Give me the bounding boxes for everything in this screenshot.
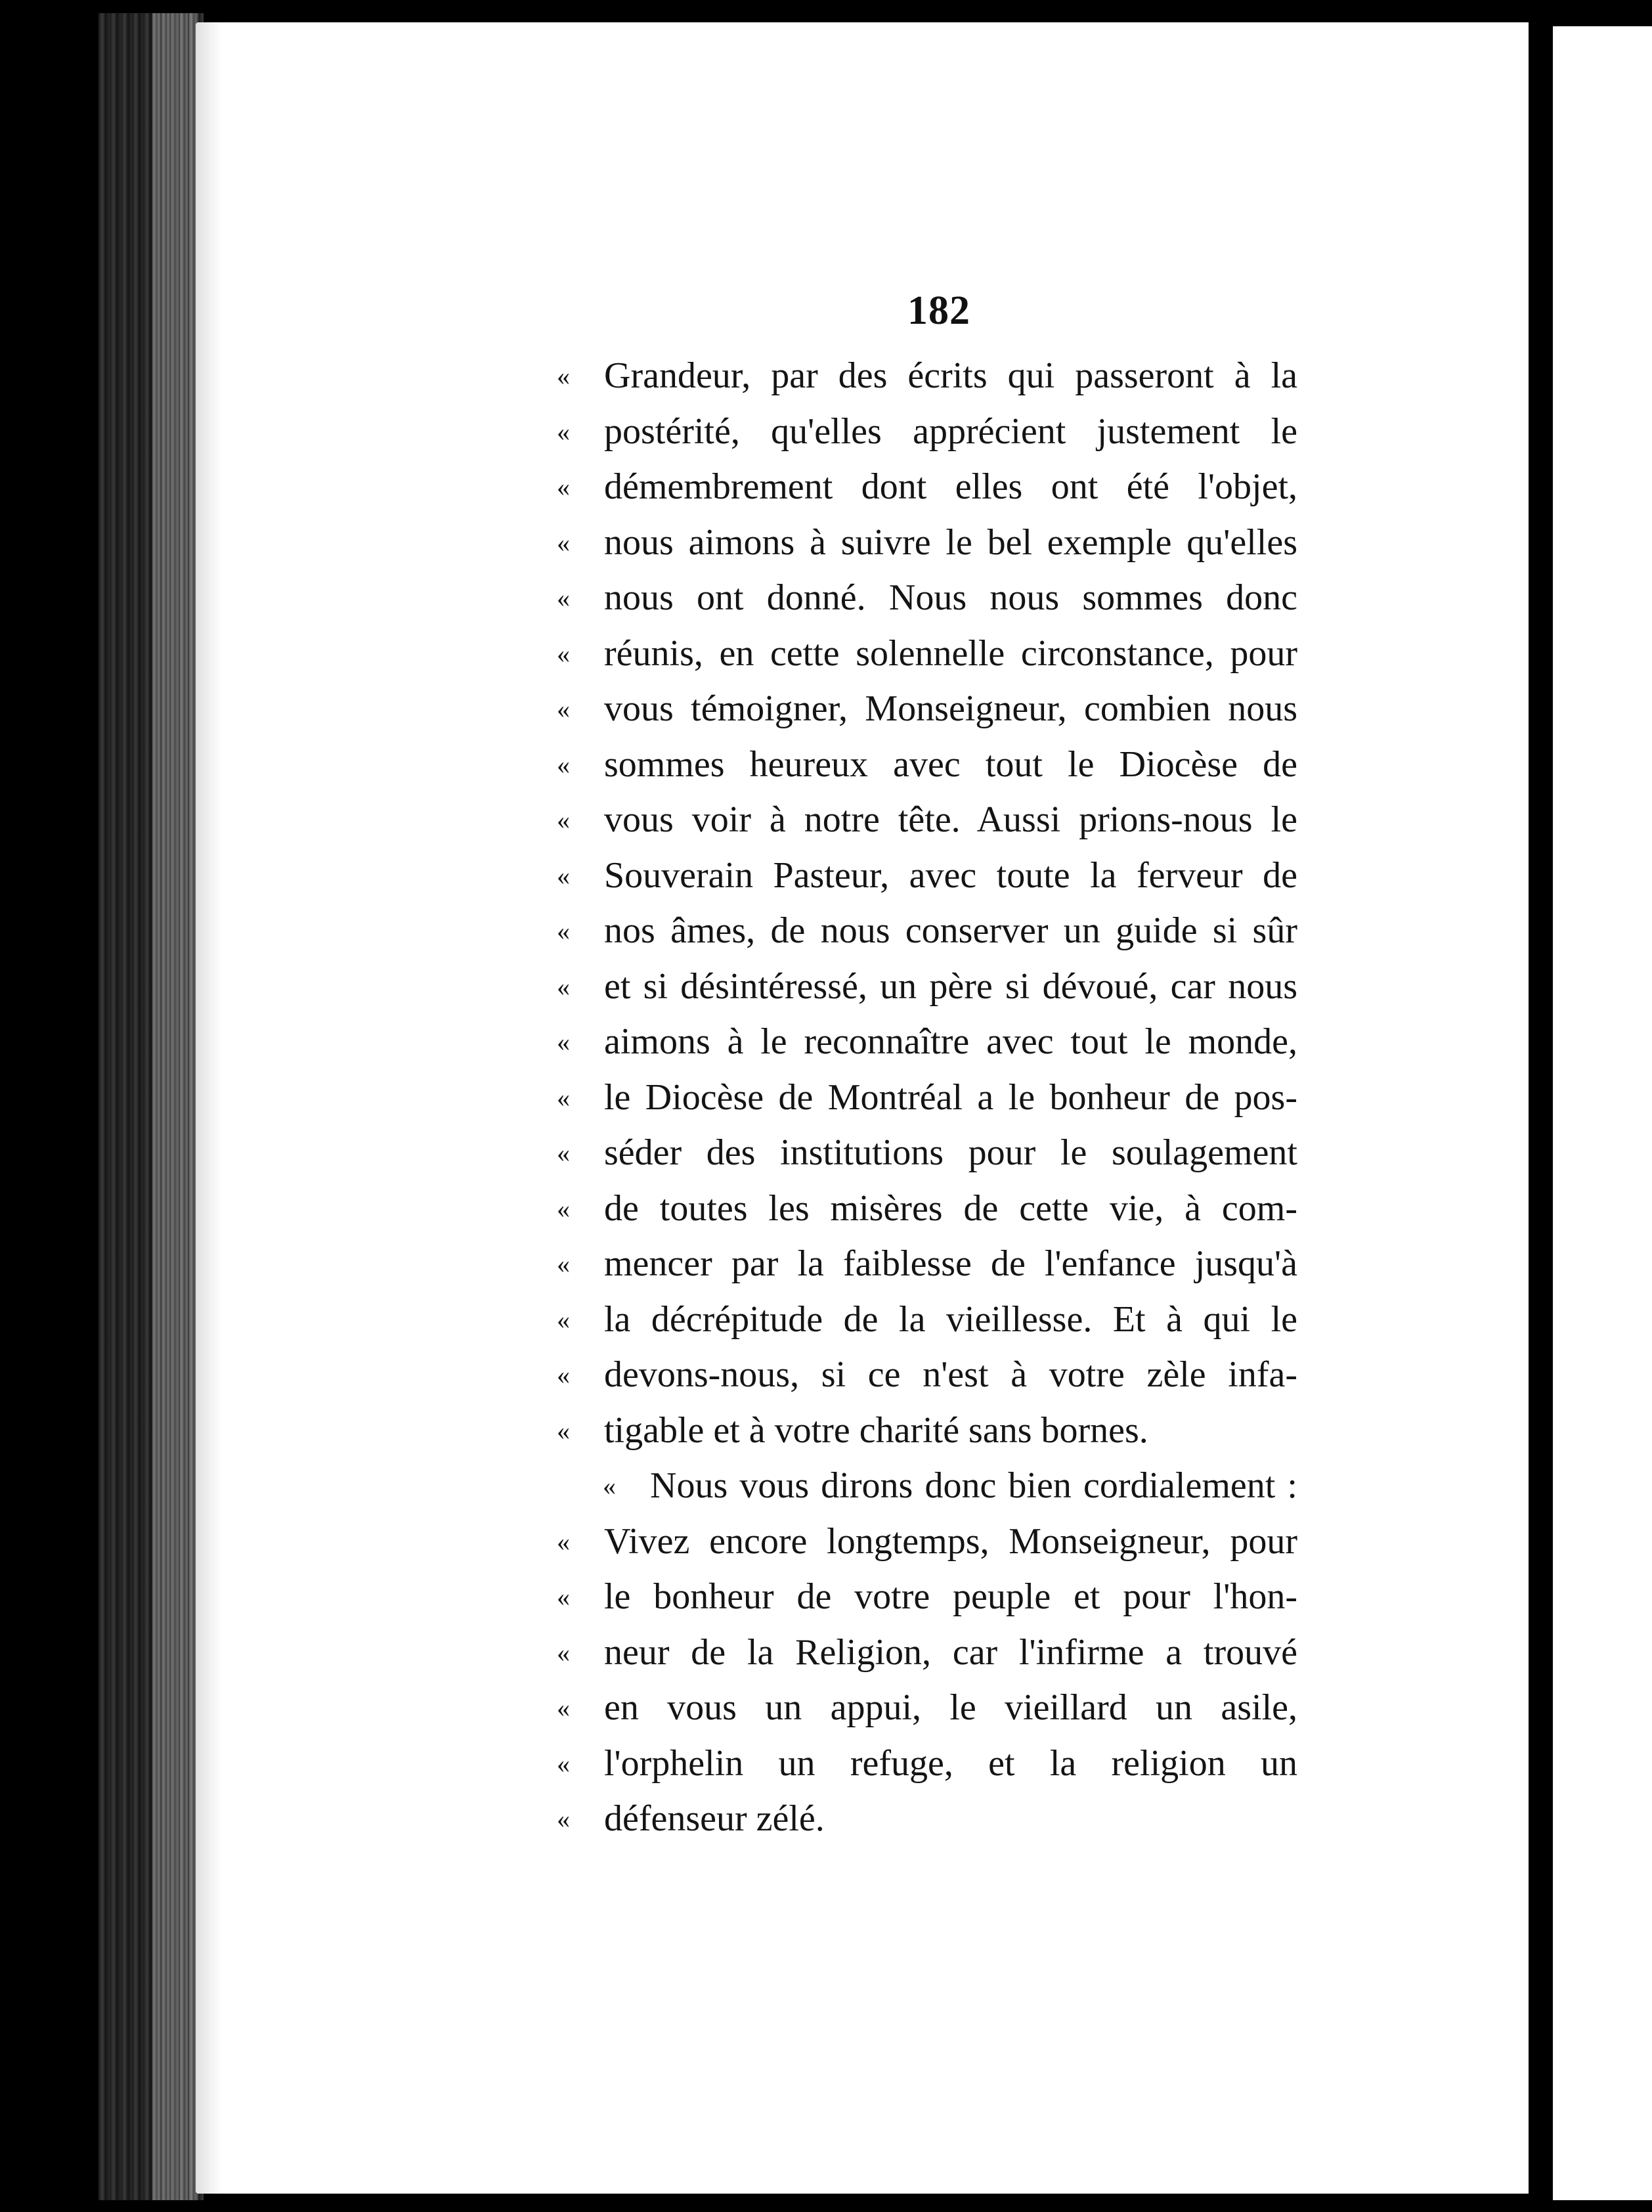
line-text: postérité, qu'elles apprécient justement le <box>604 410 1297 452</box>
quote-mark: « <box>557 1804 570 1834</box>
quote-mark: « <box>557 472 570 502</box>
text-line <box>557 681 1305 737</box>
line-text: nous ont donné. Nous nous sommes donc <box>604 577 1297 618</box>
line-text: le Diocèse de Montréal a le bonheur de pos- <box>604 1076 1297 1118</box>
quote-mark: « <box>557 1582 570 1612</box>
quote-mark: « <box>557 1304 570 1335</box>
text-line <box>557 1070 1305 1126</box>
quote-mark: « <box>557 805 570 835</box>
line-text: réunis, en cette solennelle circonstance, pour <box>604 632 1297 674</box>
page-number: 182 <box>907 288 970 333</box>
text-line <box>557 1014 1305 1070</box>
text-line <box>557 1403 1305 1459</box>
quote-mark: « <box>557 916 570 946</box>
line-text: de toutes les misères de cette vie, à com- <box>604 1187 1297 1229</box>
quote-mark: « <box>557 527 570 558</box>
line-text: Nous vous dirons donc bien cordialement : <box>650 1465 1297 1506</box>
text-line <box>557 1347 1305 1403</box>
quote-mark: « <box>603 1471 616 1501</box>
page-gap <box>1530 0 1553 2212</box>
body-text <box>557 348 1305 1847</box>
book-page-edges-highlight <box>152 13 198 2200</box>
quote-mark: « <box>557 1693 570 1723</box>
line-text: vous voir à notre tête. Aussi prions-nous le <box>604 799 1297 840</box>
quote-mark: « <box>557 860 570 891</box>
quote-mark: « <box>557 583 570 613</box>
quote-mark: « <box>557 694 570 724</box>
facing-page-edge <box>1553 26 1652 2200</box>
quote-mark: « <box>557 749 570 780</box>
quote-mark: « <box>557 1637 570 1668</box>
line-text: nous aimons à suivre le bel exemple qu'elles <box>604 521 1297 563</box>
quote-mark: « <box>557 1360 570 1390</box>
quote-mark: « <box>557 1138 570 1168</box>
text-line <box>557 348 1305 404</box>
text-line <box>557 626 1305 682</box>
quote-mark: « <box>557 1526 570 1557</box>
quote-mark: « <box>557 1193 570 1224</box>
line-text: tigable et à votre charité sans bornes. <box>604 1409 1148 1451</box>
text-line <box>557 1236 1305 1292</box>
line-text: sommes heureux avec tout le Diocèse de <box>604 743 1297 785</box>
text-line <box>557 459 1305 515</box>
line-text: défenseur zélé. <box>604 1798 825 1839</box>
text-line <box>557 737 1305 793</box>
text-line <box>557 1680 1305 1736</box>
text-line <box>557 1791 1305 1847</box>
line-text: le bonheur de votre peuple et pour l'hon- <box>604 1576 1297 1617</box>
line-text: mencer par la faiblesse de l'enfance jusqu'à <box>604 1243 1297 1284</box>
line-text: neur de la Religion, car l'infirme a trouvé <box>604 1631 1297 1673</box>
text-line <box>557 570 1305 626</box>
quote-mark: « <box>557 638 570 669</box>
quote-mark: « <box>557 361 570 391</box>
text-line <box>557 1458 1305 1514</box>
quote-mark: « <box>557 1082 570 1113</box>
text-line <box>557 1292 1305 1348</box>
line-text: la décrépitude de la vieillesse. Et à qui le <box>604 1298 1297 1340</box>
line-text: nos âmes, de nous conserver un guide si sûr <box>604 910 1297 951</box>
text-line <box>557 959 1305 1015</box>
line-text: Vivez encore longtemps, Monseigneur, pour <box>604 1520 1297 1562</box>
line-text: séder des institutions pour le soulagement <box>604 1132 1297 1173</box>
text-line <box>557 848 1305 904</box>
line-text: aimons à le reconnaître avec tout le monde, <box>604 1021 1297 1062</box>
line-text: démembrement dont elles ont été l'objet, <box>604 466 1297 507</box>
text-line <box>557 404 1305 460</box>
line-text: vous témoigner, Monseigneur, combien nous <box>604 688 1297 729</box>
text-line <box>557 1181 1305 1237</box>
text-line <box>557 792 1305 848</box>
text-line <box>557 1625 1305 1681</box>
quote-mark: « <box>557 1249 570 1279</box>
text-line <box>557 515 1305 571</box>
page-gutter-shadow <box>196 22 222 2194</box>
quote-mark: « <box>557 416 570 447</box>
quote-mark: « <box>557 971 570 1002</box>
line-text: et si désintéressé, un père si dévoué, car nous <box>604 965 1297 1007</box>
quote-mark: « <box>557 1748 570 1779</box>
line-text: l'orphelin un refuge, et la religion un <box>604 1742 1297 1784</box>
line-text: en vous un appui, le vieillard un asile, <box>604 1687 1297 1728</box>
text-line <box>557 1514 1305 1570</box>
text-line <box>557 1736 1305 1792</box>
text-line <box>557 903 1305 959</box>
quote-mark: « <box>557 1027 570 1057</box>
text-line <box>557 1569 1305 1625</box>
line-text: Souverain Pasteur, avec toute la ferveur de <box>604 854 1297 896</box>
quote-mark: « <box>557 1415 570 1446</box>
line-text: devons-nous, si ce n'est à votre zèle infa- <box>604 1354 1297 1395</box>
text-line <box>557 1125 1305 1181</box>
line-text: Grandeur, par des écrits qui passeront à la <box>604 355 1297 396</box>
